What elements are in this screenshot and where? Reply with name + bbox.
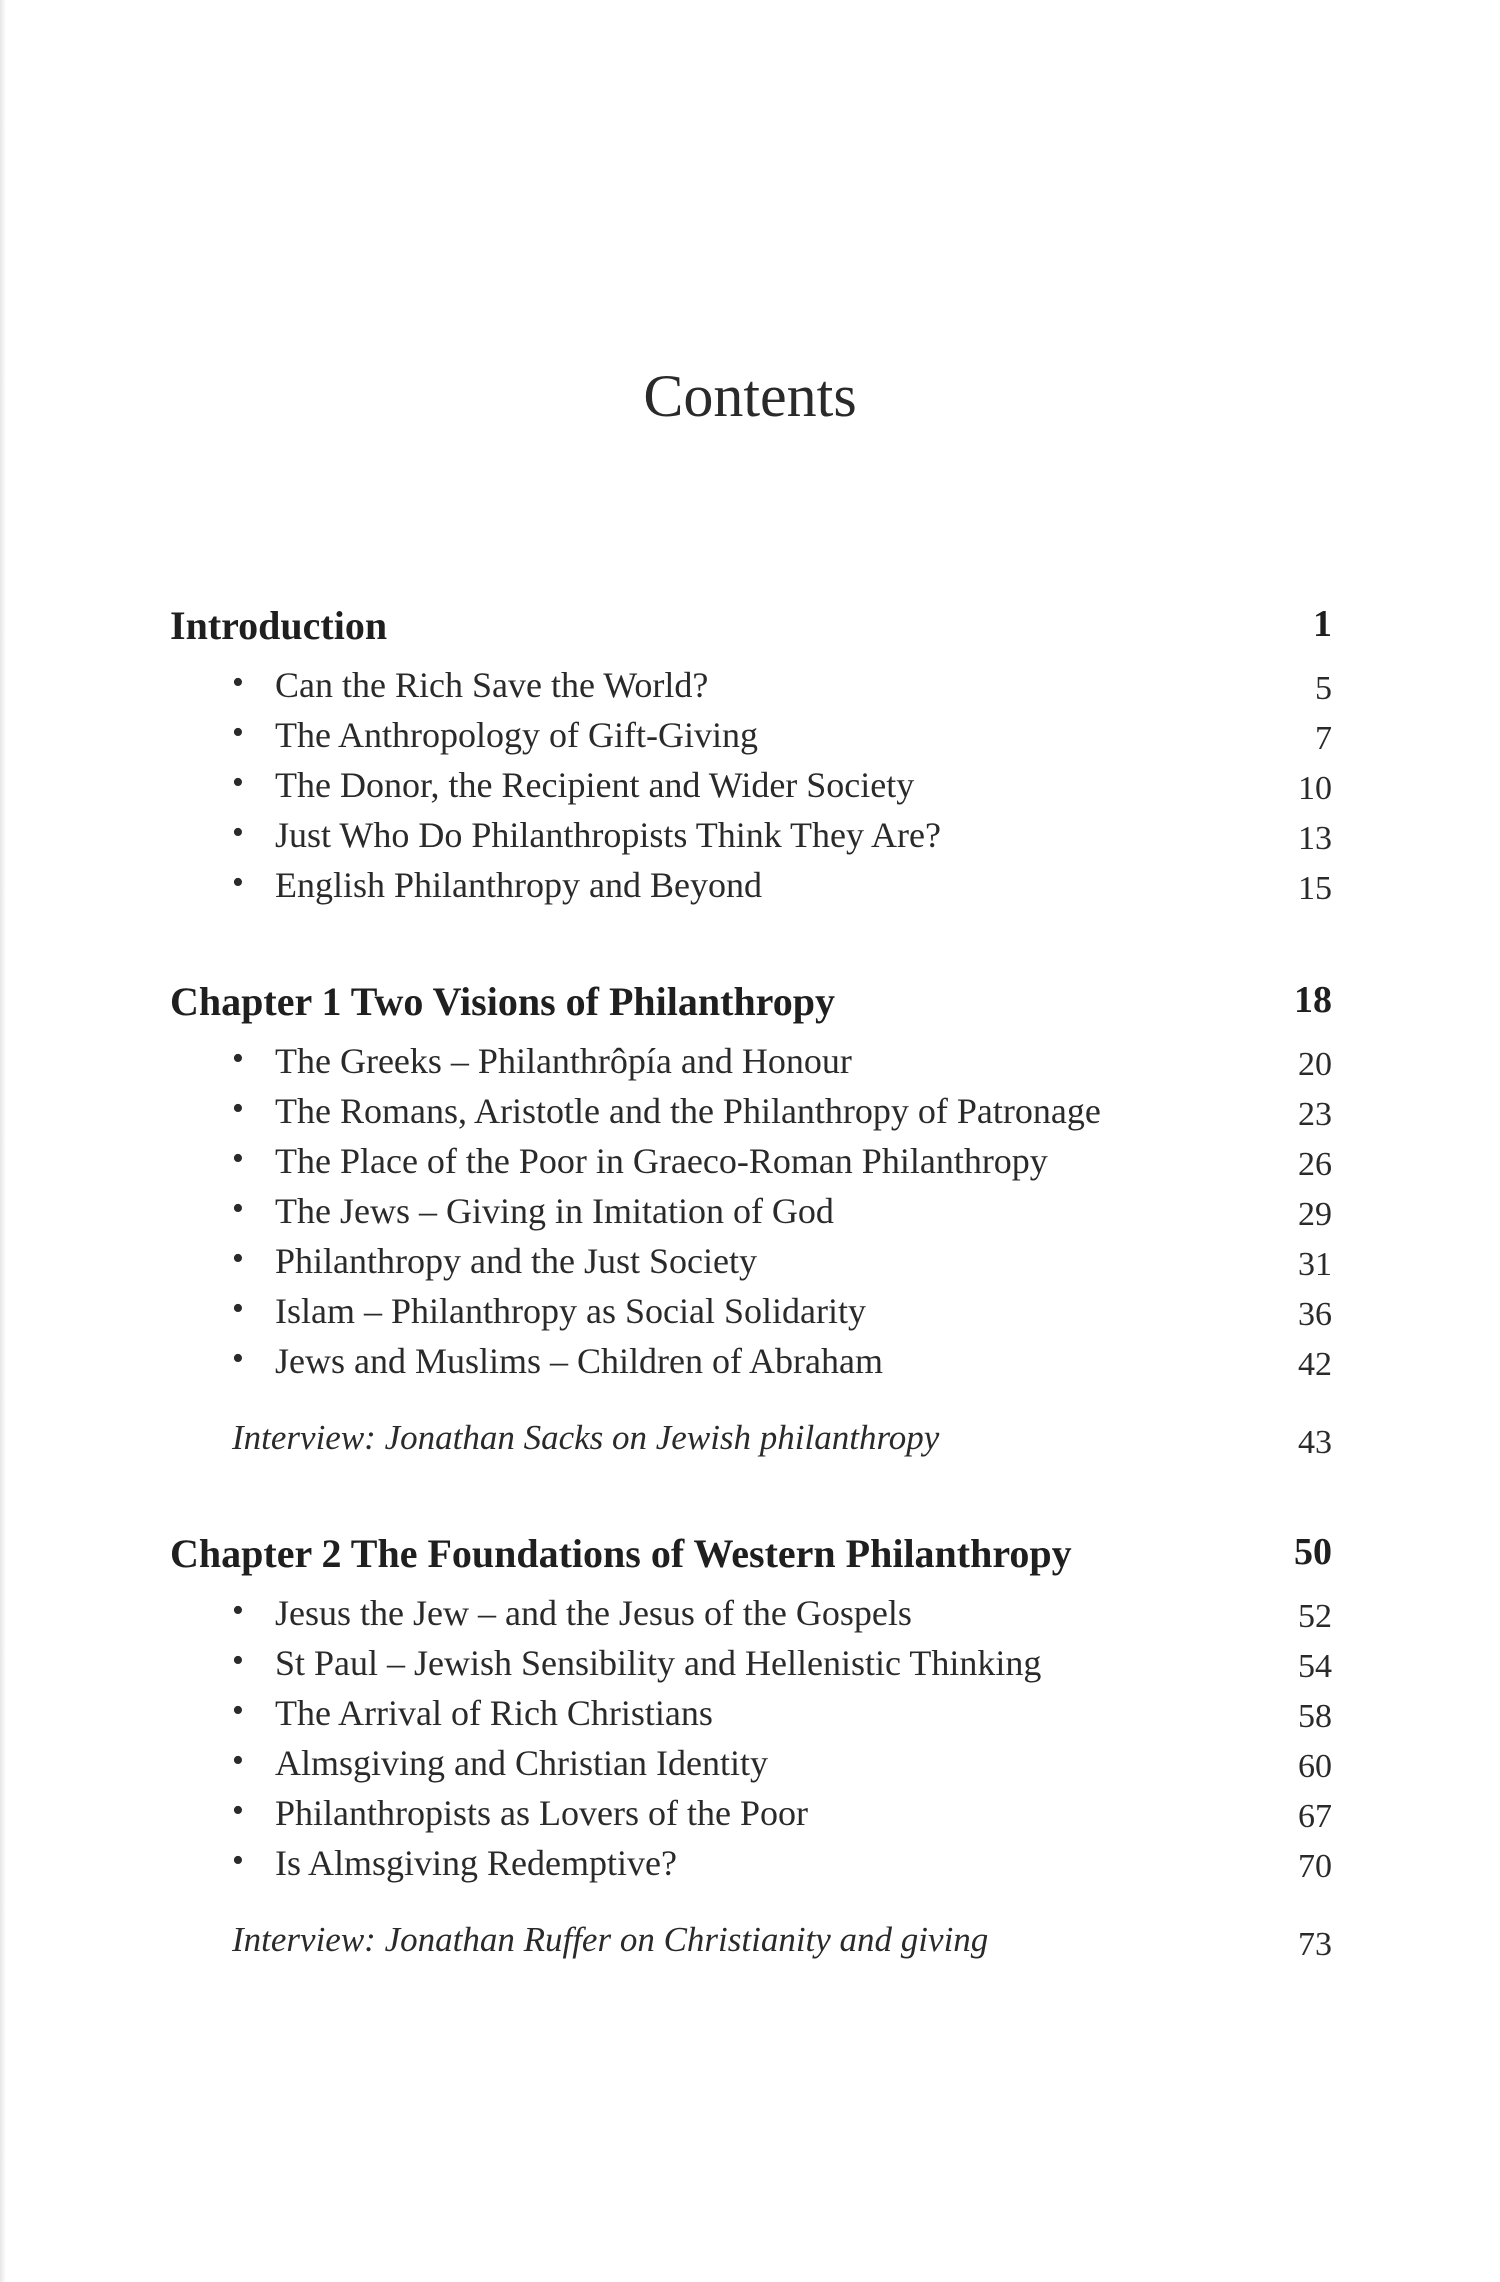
entry-page-number: 20: [1298, 1046, 1332, 1083]
entry-page-number: 31: [1298, 1246, 1332, 1283]
page-edge: [0, 0, 6, 2282]
entry-title: Islam – Philanthropy as Social Solidarity: [275, 1291, 866, 1331]
bullet-icon: •: [232, 1592, 244, 1629]
entry-title: The Place of the Poor in Graeco-Roman Philanthropy: [275, 1141, 1048, 1181]
toc-entry[interactable]: [170, 1742, 1332, 1790]
toc-entry[interactable]: [170, 714, 1332, 762]
toc-entry[interactable]: [170, 1842, 1332, 1890]
entry-title: The Donor, the Recipient and Wider Society: [275, 765, 915, 805]
toc-entry[interactable]: [170, 1642, 1332, 1690]
toc-entry[interactable]: [170, 1140, 1332, 1188]
entry-title: The Romans, Aristotle and the Philanthropy of Patronage: [275, 1091, 1101, 1131]
entry-page-number: 60: [1298, 1748, 1332, 1785]
entry-page-number: 23: [1298, 1096, 1332, 1133]
entry-page-number: 54: [1298, 1648, 1332, 1685]
interview-page-number: 43: [1298, 1424, 1332, 1461]
entry-title: Jesus the Jew – and the Jesus of the Gospels: [275, 1593, 912, 1633]
bullet-icon: •: [232, 1240, 244, 1277]
interview-title: Interview: Jonathan Sacks on Jewish philanthropy: [232, 1418, 940, 1457]
toc-entry[interactable]: [170, 1592, 1332, 1640]
bullet-icon: •: [232, 814, 244, 851]
bullet-icon: •: [232, 1642, 244, 1679]
section-page-number: 1: [1313, 603, 1332, 645]
interview-entry[interactable]: [232, 1418, 1332, 1466]
entry-title: The Anthropology of Gift-Giving: [275, 715, 758, 755]
entry-title: The Greeks – Philanthrôpía and Honour: [275, 1041, 852, 1081]
section-page-number: 18: [1294, 979, 1332, 1021]
entry-title: Almsgiving and Christian Identity: [275, 1743, 768, 1783]
entry-page-number: 15: [1298, 870, 1332, 907]
bullet-icon: •: [232, 864, 244, 901]
toc-entry[interactable]: [170, 814, 1332, 862]
entry-page-number: 29: [1298, 1196, 1332, 1233]
toc-entry[interactable]: [170, 1340, 1332, 1388]
entry-page-number: 13: [1298, 820, 1332, 857]
entry-page-number: 42: [1298, 1346, 1332, 1383]
bullet-icon: •: [232, 714, 244, 751]
bullet-icon: •: [232, 1792, 244, 1829]
toc-entry[interactable]: [170, 864, 1332, 912]
page-title: Contents: [643, 363, 857, 429]
section-heading-chapter-1[interactable]: [170, 978, 1332, 1028]
bullet-icon: •: [232, 1140, 244, 1177]
toc-entry[interactable]: [170, 1240, 1332, 1288]
toc-entry[interactable]: [170, 764, 1332, 812]
entry-title: The Arrival of Rich Christians: [275, 1693, 713, 1733]
bullet-icon: •: [232, 764, 244, 801]
toc-entry[interactable]: [170, 1290, 1332, 1338]
bullet-icon: •: [232, 1842, 244, 1879]
bullet-icon: •: [232, 1290, 244, 1327]
interview-page-number: 73: [1298, 1926, 1332, 1963]
entry-title: Jews and Muslims – Children of Abraham: [275, 1341, 883, 1381]
entry-page-number: 7: [1315, 720, 1332, 757]
section-heading-introduction[interactable]: [170, 602, 1332, 652]
section-page-number: 50: [1294, 1531, 1332, 1573]
entry-title: English Philanthropy and Beyond: [275, 865, 762, 905]
entry-page-number: 52: [1298, 1598, 1332, 1635]
entry-page-number: 10: [1298, 770, 1332, 807]
entry-title: Philanthropy and the Just Society: [275, 1241, 757, 1281]
interview-title: Interview: Jonathan Ruffer on Christianity and giving: [232, 1920, 989, 1959]
toc-entry[interactable]: [170, 1692, 1332, 1740]
entry-title: Can the Rich Save the World?: [275, 665, 709, 705]
toc-entry[interactable]: [170, 1190, 1332, 1238]
entry-title: The Jews – Giving in Imitation of God: [275, 1191, 834, 1231]
section-title: Chapter 2 The Foundations of Western Philanthropy: [170, 1531, 1072, 1576]
entry-page-number: 36: [1298, 1296, 1332, 1333]
toc-entry[interactable]: [170, 1090, 1332, 1138]
bullet-icon: •: [232, 1040, 244, 1077]
entry-page-number: 58: [1298, 1698, 1332, 1735]
entry-page-number: 26: [1298, 1146, 1332, 1183]
entry-title: St Paul – Jewish Sensibility and Hellenistic Thinking: [275, 1643, 1042, 1683]
section-title: Introduction: [170, 603, 388, 648]
bullet-icon: •: [232, 1692, 244, 1729]
toc-entry[interactable]: [170, 1040, 1332, 1088]
bullet-icon: •: [232, 1090, 244, 1127]
entry-title: Philanthropists as Lovers of the Poor: [275, 1793, 808, 1833]
toc-entry[interactable]: [170, 1792, 1332, 1840]
entry-page-number: 70: [1298, 1848, 1332, 1885]
interview-entry[interactable]: [232, 1920, 1332, 1968]
bullet-icon: •: [232, 664, 244, 701]
bullet-icon: •: [232, 1742, 244, 1779]
entry-page-number: 5: [1315, 670, 1332, 707]
section-heading-chapter-2[interactable]: [170, 1530, 1332, 1580]
entry-title: Just Who Do Philanthropists Think They Are?: [275, 815, 941, 855]
section-title: Chapter 1 Two Visions of Philanthropy: [170, 979, 835, 1024]
entry-title: Is Almsgiving Redemptive?: [275, 1843, 677, 1883]
bullet-icon: •: [232, 1340, 244, 1377]
entry-page-number: 67: [1298, 1798, 1332, 1835]
bullet-icon: •: [232, 1190, 244, 1227]
toc-entry[interactable]: [170, 664, 1332, 712]
